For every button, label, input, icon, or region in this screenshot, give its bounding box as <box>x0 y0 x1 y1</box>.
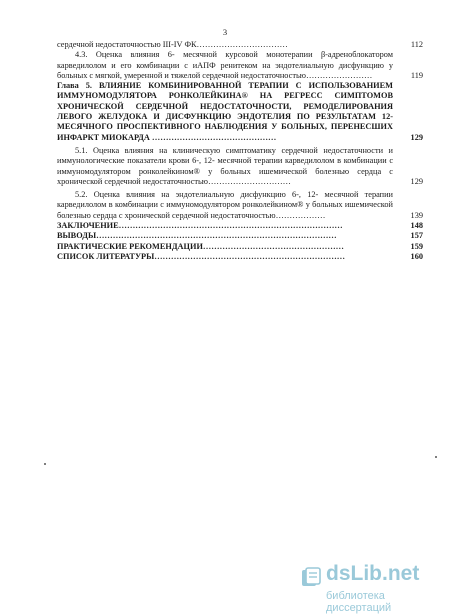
toc-entry-5-1 <box>57 146 423 187</box>
toc-entry-page: 129 <box>410 176 423 186</box>
toc-entry-4-3 <box>57 50 423 81</box>
toc-entry-chapter-5 <box>57 81 423 143</box>
toc-entry-text: 4.3. Оценка влияния 6- месячной курсовой монотерапии β-адреноблокатором карведилолом и его комбинации с иАПФ ренитеком на эндотелиальную дисфункцию у больных с мягкой, умеренной и тяжелой сердечной недостаточностью…………………… <box>57 50 393 80</box>
watermark <box>300 562 448 612</box>
toc-entry-conclusion <box>57 221 423 231</box>
toc-entry-heart-failure <box>57 40 423 50</box>
toc-entry-page: 160 <box>410 251 423 261</box>
scan-speck <box>44 463 46 465</box>
toc-entry-page: 159 <box>410 241 423 251</box>
page-number: 3 <box>222 27 228 37</box>
watermark-title: dsLib.net <box>326 562 420 585</box>
toc-entry-page: 112 <box>410 40 423 49</box>
book-logo-icon <box>300 566 322 588</box>
toc-entry-text: СПИСОК ЛИТЕРАТУРЫ…………………………………………………………… <box>57 251 346 261</box>
toc-entry-page: 139 <box>410 210 423 220</box>
watermark-subtitle: библиотека диссертаций <box>326 590 392 614</box>
table-of-contents <box>57 40 423 262</box>
toc-entry-references <box>57 252 423 262</box>
scan-speck <box>435 456 437 458</box>
toc-entry-text: Глава 5. ВЛИЯНИЕ КОМБИНИРОВАННОЙ ТЕРАПИИ С ИСПОЛЬЗОВАНИЕМ ИММУНОМОДУЛЯТОРА РОНКОЛЕЙКИНА® НА РЕГРЕСС СИМПТОМОВ ХРОНИЧЕСКОЙ СЕРДЕЧНОЙ НЕДОСТАТОЧНОСТИ, РЕМОДЕЛИРОВАНИЯ ЛЕВОГО ЖЕЛУДОКА И ДИСФУНКЦИЮ ЭНДОТЕЛИЯ ПО РЕЗУЛЬТАТАМ 12- МЕСЯЧНОГО ПРОСПЕКТИВНОГО НАБЛЮДЕНИЯ У БОЛЬНЫХ, ПЕРЕНЕСШИХ ИНФАРКТ МИОКАРДА ……………………………………… <box>57 81 393 142</box>
toc-entry-page: 119 <box>410 70 423 80</box>
toc-entry-text: 5.2. Оценка влияния на эндотелиальную дисфункцию 6-, 12- месячной терапии карведилолом в комбинации с иммуномодулятором ронколейкином® у больных ишемической болезнью сердца с хронической сердечной недостаточностью……………… <box>57 190 393 220</box>
toc-entry-text: сердечной недостаточностью III-IV ФК…………………………… <box>57 40 288 49</box>
toc-entry-text: ПРАКТИЧЕСКИЕ РЕКОМЕНДАЦИИ…………………………………………… <box>57 241 344 251</box>
toc-entry-recommendations <box>57 242 423 252</box>
toc-entry-page: 129 <box>410 132 423 142</box>
toc-entry-page: 148 <box>410 221 423 231</box>
toc-entry-text: ЗАКЛЮЧЕНИЕ……………………………………………………………………… <box>57 221 343 231</box>
toc-entry-page: 157 <box>410 231 423 241</box>
toc-entry-text: ВЫВОДЫ…………………………………………………………………………… <box>57 231 337 241</box>
toc-entry-findings <box>57 231 423 241</box>
toc-entry-5-2 <box>57 190 423 221</box>
toc-entry-text: 5.1. Оценка влияния на клиническую симптоматику сердечной недостаточности и иммунологические показатели крови 6-, 12- месячной терапии карведилолом в комбинации с иммуномодулятором ронколейкином® у больных ишемической болезнью сердца с хронической сердечной недостаточностью………………………… <box>57 145 393 186</box>
